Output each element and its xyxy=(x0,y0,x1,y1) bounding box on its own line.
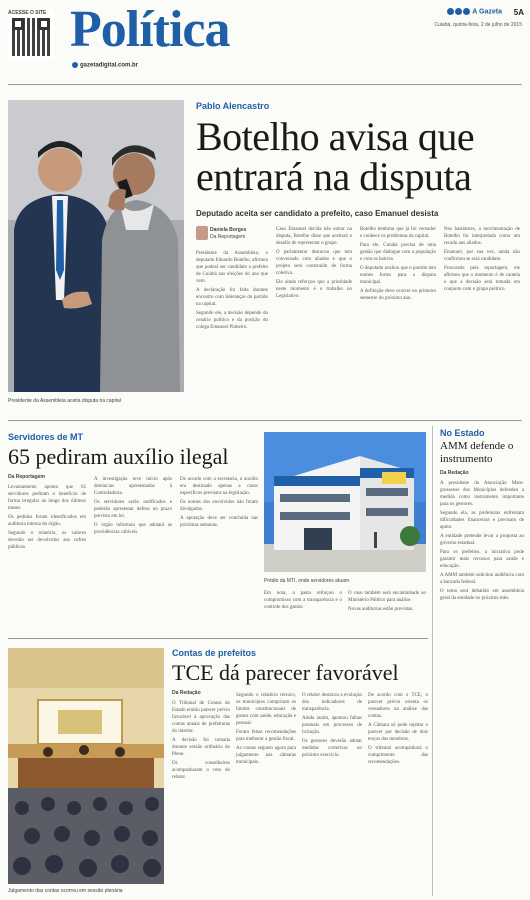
story3-column-1 xyxy=(440,480,524,890)
paragraph: O Tribunal de Contas do Estado emitiu parecer prévio favorável à aprovação das contas anuais de prefeituras do interior. xyxy=(172,701,230,734)
paragraph: O tribunal acompanhará o cumprimento das recomendações. xyxy=(368,746,428,765)
date-line: Cuiabá, quinta-feira, 2 de julho de 2015 xyxy=(434,22,522,28)
paragraph: O parlamentar destacou que tem conversado com aliados e que o projeto será construído de forma coletiva. xyxy=(276,250,352,276)
paragraph: Os conselheiros acompanharam o voto do relator. xyxy=(172,761,230,780)
story1-column-1 xyxy=(196,250,268,410)
paragraph: Caso Emanuel decida não entrar na disputa, Botelho disse que aceitará o desafio de representar o grupo. xyxy=(276,227,352,246)
paragraph: Para os prefeitos, a iniciativa pode garantir mais recursos para saúde e educação. xyxy=(440,550,524,569)
qr-label: ACESSE O SITE xyxy=(8,10,47,16)
story3-byline: Da Redação xyxy=(440,470,469,476)
story4-column-4 xyxy=(368,692,428,890)
story2-column-4 xyxy=(264,590,342,624)
paragraph: Segundo o relatório, os valores deverão ser devolvidos aos cofres públicos. xyxy=(8,531,86,550)
paragraph: Os gestores deverão adotar medidas corretivas no próximo exercício. xyxy=(302,739,362,758)
paragraph: Levantamento aponta que 65 servidores pediram o benefício de forma irregular ao longo dos últimos meses. xyxy=(8,485,86,511)
story1-byline: Daniela Borges xyxy=(210,227,247,233)
story1-column-2 xyxy=(276,226,352,410)
globe-icon xyxy=(72,62,78,68)
story2-photo-caption: Prédio da MTI, onde servidores atuam xyxy=(264,578,350,584)
paragraph: A Câmara só pode rejeitar o parecer por decisão de dois terços dos membros. xyxy=(368,723,428,742)
story1-column-4 xyxy=(444,226,520,410)
paragraph: Os nomes dos envolvidos não foram divulgados. xyxy=(180,500,258,512)
photo-two-men-icon xyxy=(8,100,184,392)
story2-column-3 xyxy=(180,476,258,624)
story3-headline[interactable]: AMM defende o instrumento xyxy=(440,440,514,465)
section-rule xyxy=(8,638,428,639)
story4-column-3 xyxy=(302,692,362,890)
story2-column-2 xyxy=(94,476,172,624)
paragraph: Segundo ele, a decisão depende do cenário político e da posição do colega Emanuel Pinheiro. xyxy=(196,311,268,330)
brand-dot-icon xyxy=(463,8,470,15)
paragraph: Nos bastidores, a movimentação de Botelho foi interpretada como um recado aos aliados. xyxy=(444,227,520,246)
header-rule xyxy=(8,84,522,85)
column-divider xyxy=(432,426,433,896)
paragraph: Foram feitas recomendações para melhorar a gestão fiscal. xyxy=(236,730,296,742)
story2-column-1 xyxy=(8,484,86,624)
photo-plenary-session-icon xyxy=(8,648,164,884)
qr-code[interactable] xyxy=(8,10,54,60)
story2-photo xyxy=(264,432,426,572)
story1-photo xyxy=(8,100,184,392)
story1-column-3 xyxy=(360,226,436,410)
paragraph: O órgão informou que adotará as providências cabíveis. xyxy=(94,523,172,535)
paragraph: A declaração foi feita durante encontro com lideranças do partido na capital. xyxy=(196,288,268,307)
paragraph: A apuração deve ser concluída nas próximas semanas. xyxy=(180,516,258,528)
photo-building-icon xyxy=(264,432,426,572)
section-title: Política xyxy=(70,1,230,58)
story2-byline: Da Reportagem xyxy=(8,474,45,480)
story4-photo-caption: Julgamento das contas ocorreu em sessão plenária xyxy=(8,888,123,894)
story2-kicker: Servidores de MT xyxy=(8,432,84,442)
paragraph: O caso também será encaminhado ao Ministério Público para análise. xyxy=(348,591,426,603)
paragraph: Segundo ela, as prefeituras enfrentam dificuldades financeiras e precisam de apoio. xyxy=(440,511,524,530)
paragraph: Para ele, Cuiabá precisa de uma gestão que dialogue com a população e com os bairros. xyxy=(360,243,436,262)
paragraph: Segundo o relatório técnico, os municípios cumpriram os limites constitucionais de gastos com saúde, educação e pessoal. xyxy=(236,693,296,726)
section-rule xyxy=(8,420,522,421)
story1-headline[interactable]: Botelho avisa que entrará na disputa xyxy=(196,114,475,199)
paragraph: De acordo com o TCE, o parecer prévio orienta os vereadores na análise das contas. xyxy=(368,693,428,719)
paragraph: Os pedidos foram identificados em auditoria interna do órgão. xyxy=(8,515,86,527)
paragraph: As contas seguem agora para julgamento nas câmaras municipais. xyxy=(236,746,296,765)
paragraph: A entidade pretende levar a proposta ao governo estadual. xyxy=(440,534,524,546)
story1-photo-caption: Presidente da Assembleia aceita disputa na capital xyxy=(8,398,121,404)
site-line[interactable] xyxy=(72,62,138,69)
story4-byline: Da Redação xyxy=(172,690,201,696)
story1-byline-sub: Da Reportagem xyxy=(210,234,246,240)
story1-deck: Deputado aceita ser candidato a prefeito, caso Emanuel desista xyxy=(196,209,439,218)
paragraph: De acordo com a secretaria, o auxílio era destinado apenas a casos específicos previstos na legislação. xyxy=(180,477,258,496)
paragraph: O deputado avaliou que o partido tem nomes fortes para a disputa municipal. xyxy=(360,266,436,285)
paragraph: Novas auditorias estão previstas. xyxy=(348,607,414,612)
paragraph: A presidente da Associação Mato-grossense dos Municípios defendeu a medida como instrumento importante para os gestores. xyxy=(440,481,524,507)
brand-name: A Gazeta xyxy=(472,8,502,16)
story4-kicker: Contas de prefeitos xyxy=(172,648,257,658)
paragraph: Os servidores serão notificados e poderão apresentar defesa no prazo previsto em lei. xyxy=(94,500,172,519)
paragraph: A AMM também solicitou audiência com a bancada federal. xyxy=(440,573,524,585)
story2-headline[interactable]: 65 pediram auxílio ilegal xyxy=(8,444,229,469)
paragraph: A definição deve ocorrer no primeiro semestre do próximo ano. xyxy=(360,289,436,301)
paragraph: O tema será debatido em assembleia geral da entidade no próximo mês. xyxy=(440,589,524,601)
story4-photo xyxy=(8,648,164,884)
story1-kicker: Pablo Alencastro xyxy=(196,101,270,111)
paragraph: Presidente da Assembleia, o deputado Eduardo Botelho, afirmou que poderá ser candidato a prefeito de Cuiabá nas eleições do ano que vem. xyxy=(196,251,268,284)
author-avatar xyxy=(196,226,208,240)
story3-kicker: No Estado xyxy=(440,428,485,438)
paragraph: Procurado pela reportagem, ele afirmou que o momento é de cautela e que a decisão será tomada em conjunto com o grupo político. xyxy=(444,266,520,292)
paragraph: Ele ainda reforçou que a prioridade neste momento é o trabalho no Legislativo. xyxy=(276,280,352,299)
paragraph: A investigação teve início após denúncias apresentadas à Controladoria. xyxy=(94,477,172,496)
story4-column-1 xyxy=(172,700,230,890)
site-url[interactable]: gazetadigital.com.br xyxy=(80,62,139,69)
brand-dot-icon xyxy=(455,8,462,15)
qr-code-icon xyxy=(12,18,50,56)
paragraph: Ainda assim, apontou falhas pontuais em processos de licitação. xyxy=(302,716,362,735)
page-number: 5A xyxy=(513,8,524,17)
paragraph: Emanuel, por sua vez, ainda não confirmou se será candidato. xyxy=(444,250,520,262)
paragraph: Em nota, a pasta reforçou o compromisso com a transparência e o controle dos gastos. xyxy=(264,591,342,610)
brand xyxy=(447,8,502,15)
story4-headline[interactable]: TCE dá parecer favorável xyxy=(172,660,399,685)
paragraph: A decisão foi tomada durante sessão ordinária do Pleno. xyxy=(172,738,230,757)
brand-dot-icon xyxy=(447,8,454,15)
story2-column-5 xyxy=(348,590,426,624)
story4-column-2 xyxy=(236,692,296,890)
paragraph: Botelho lembrou que já foi vereador e conhece os problemas da capital. xyxy=(360,227,436,239)
paragraph: O relator destacou a evolução dos indicadores de transparência. xyxy=(302,693,362,712)
